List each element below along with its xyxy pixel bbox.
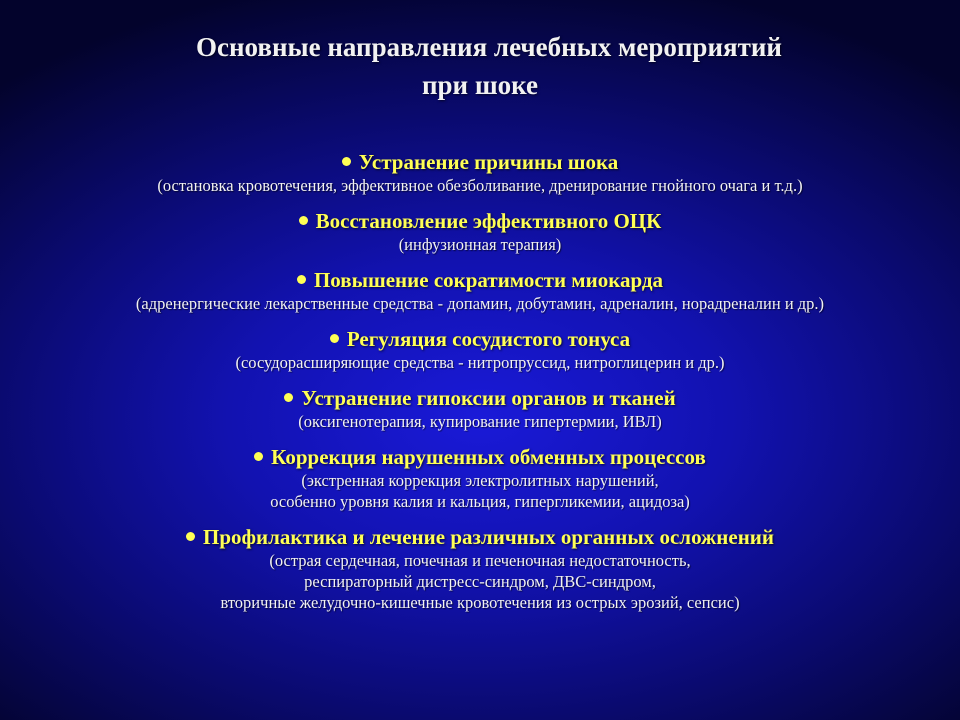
list-item-description: респираторный дистресс-синдром, ДВС-синдром, [304, 572, 656, 591]
list-item-description: особенно уровня калия и кальция, гипергликемии, ацидоза) [270, 492, 690, 511]
list-item-heading [0, 327, 960, 352]
list-item-heading-text: Устранение причины шока [358, 150, 619, 174]
list-item-heading [0, 445, 960, 470]
bullet-icon [254, 452, 263, 461]
bullet-icon [297, 275, 306, 284]
list-item [0, 386, 960, 432]
list-item-description: (оксигенотерапия, купирование гипертермии, ИВЛ) [298, 412, 662, 431]
list-item-heading [0, 268, 960, 293]
list-item-heading-text: Повышение сократимости миокарда [313, 268, 664, 292]
slide-title-line-1: Основные направления лечебных мероприятий [196, 32, 782, 62]
list-item-heading-text: Восстановление эффективного ОЦК [315, 209, 662, 233]
list-item-description: (инфузионная терапия) [398, 235, 562, 254]
list-item-description: (острая сердечная, почечная и печеночная недостаточность, [269, 551, 691, 570]
list-item [0, 268, 960, 314]
list-item [0, 327, 960, 373]
list-item [0, 150, 960, 196]
list-item-heading [0, 209, 960, 234]
list-item-description: (остановка кровотечения, эффективное обезболивание, дренирование гнойного очага и т.д.) [157, 176, 803, 195]
list-item [0, 209, 960, 255]
bullet-icon [330, 334, 339, 343]
list-item-heading [0, 150, 960, 175]
bullet-icon [284, 393, 293, 402]
list-item [0, 445, 960, 512]
treatment-directions-list [0, 150, 960, 626]
list-item-heading [0, 525, 960, 550]
bullet-icon [342, 157, 351, 166]
list-item [0, 525, 960, 613]
list-item-heading [0, 386, 960, 411]
list-item-description: вторичные желудочно-кишечные кровотечения из острых эрозий, сепсис) [220, 593, 740, 612]
bullet-icon [186, 532, 195, 541]
list-item-description: (адренергические лекарственные средства - допамин, добутамин, адреналин, норадреналин и др.) [135, 294, 825, 313]
slide-title-line-2: при шоке [421, 70, 539, 100]
slide-title [0, 28, 960, 104]
list-item-heading-text: Устранение гипоксии органов и тканей [301, 386, 676, 410]
list-item-description: (экстренная коррекция электролитных нарушений, [301, 471, 659, 490]
bullet-icon [299, 216, 308, 225]
list-item-heading-text: Коррекция нарушенных обменных процессов [271, 445, 706, 469]
list-item-heading-text: Профилактика и лечение различных органных осложнений [202, 525, 774, 549]
list-item-heading-text: Регуляция сосудистого тонуса [346, 327, 631, 351]
list-item-description: (сосудорасширяющие средства - нитропруссид, нитроглицерин и др.) [235, 353, 725, 372]
